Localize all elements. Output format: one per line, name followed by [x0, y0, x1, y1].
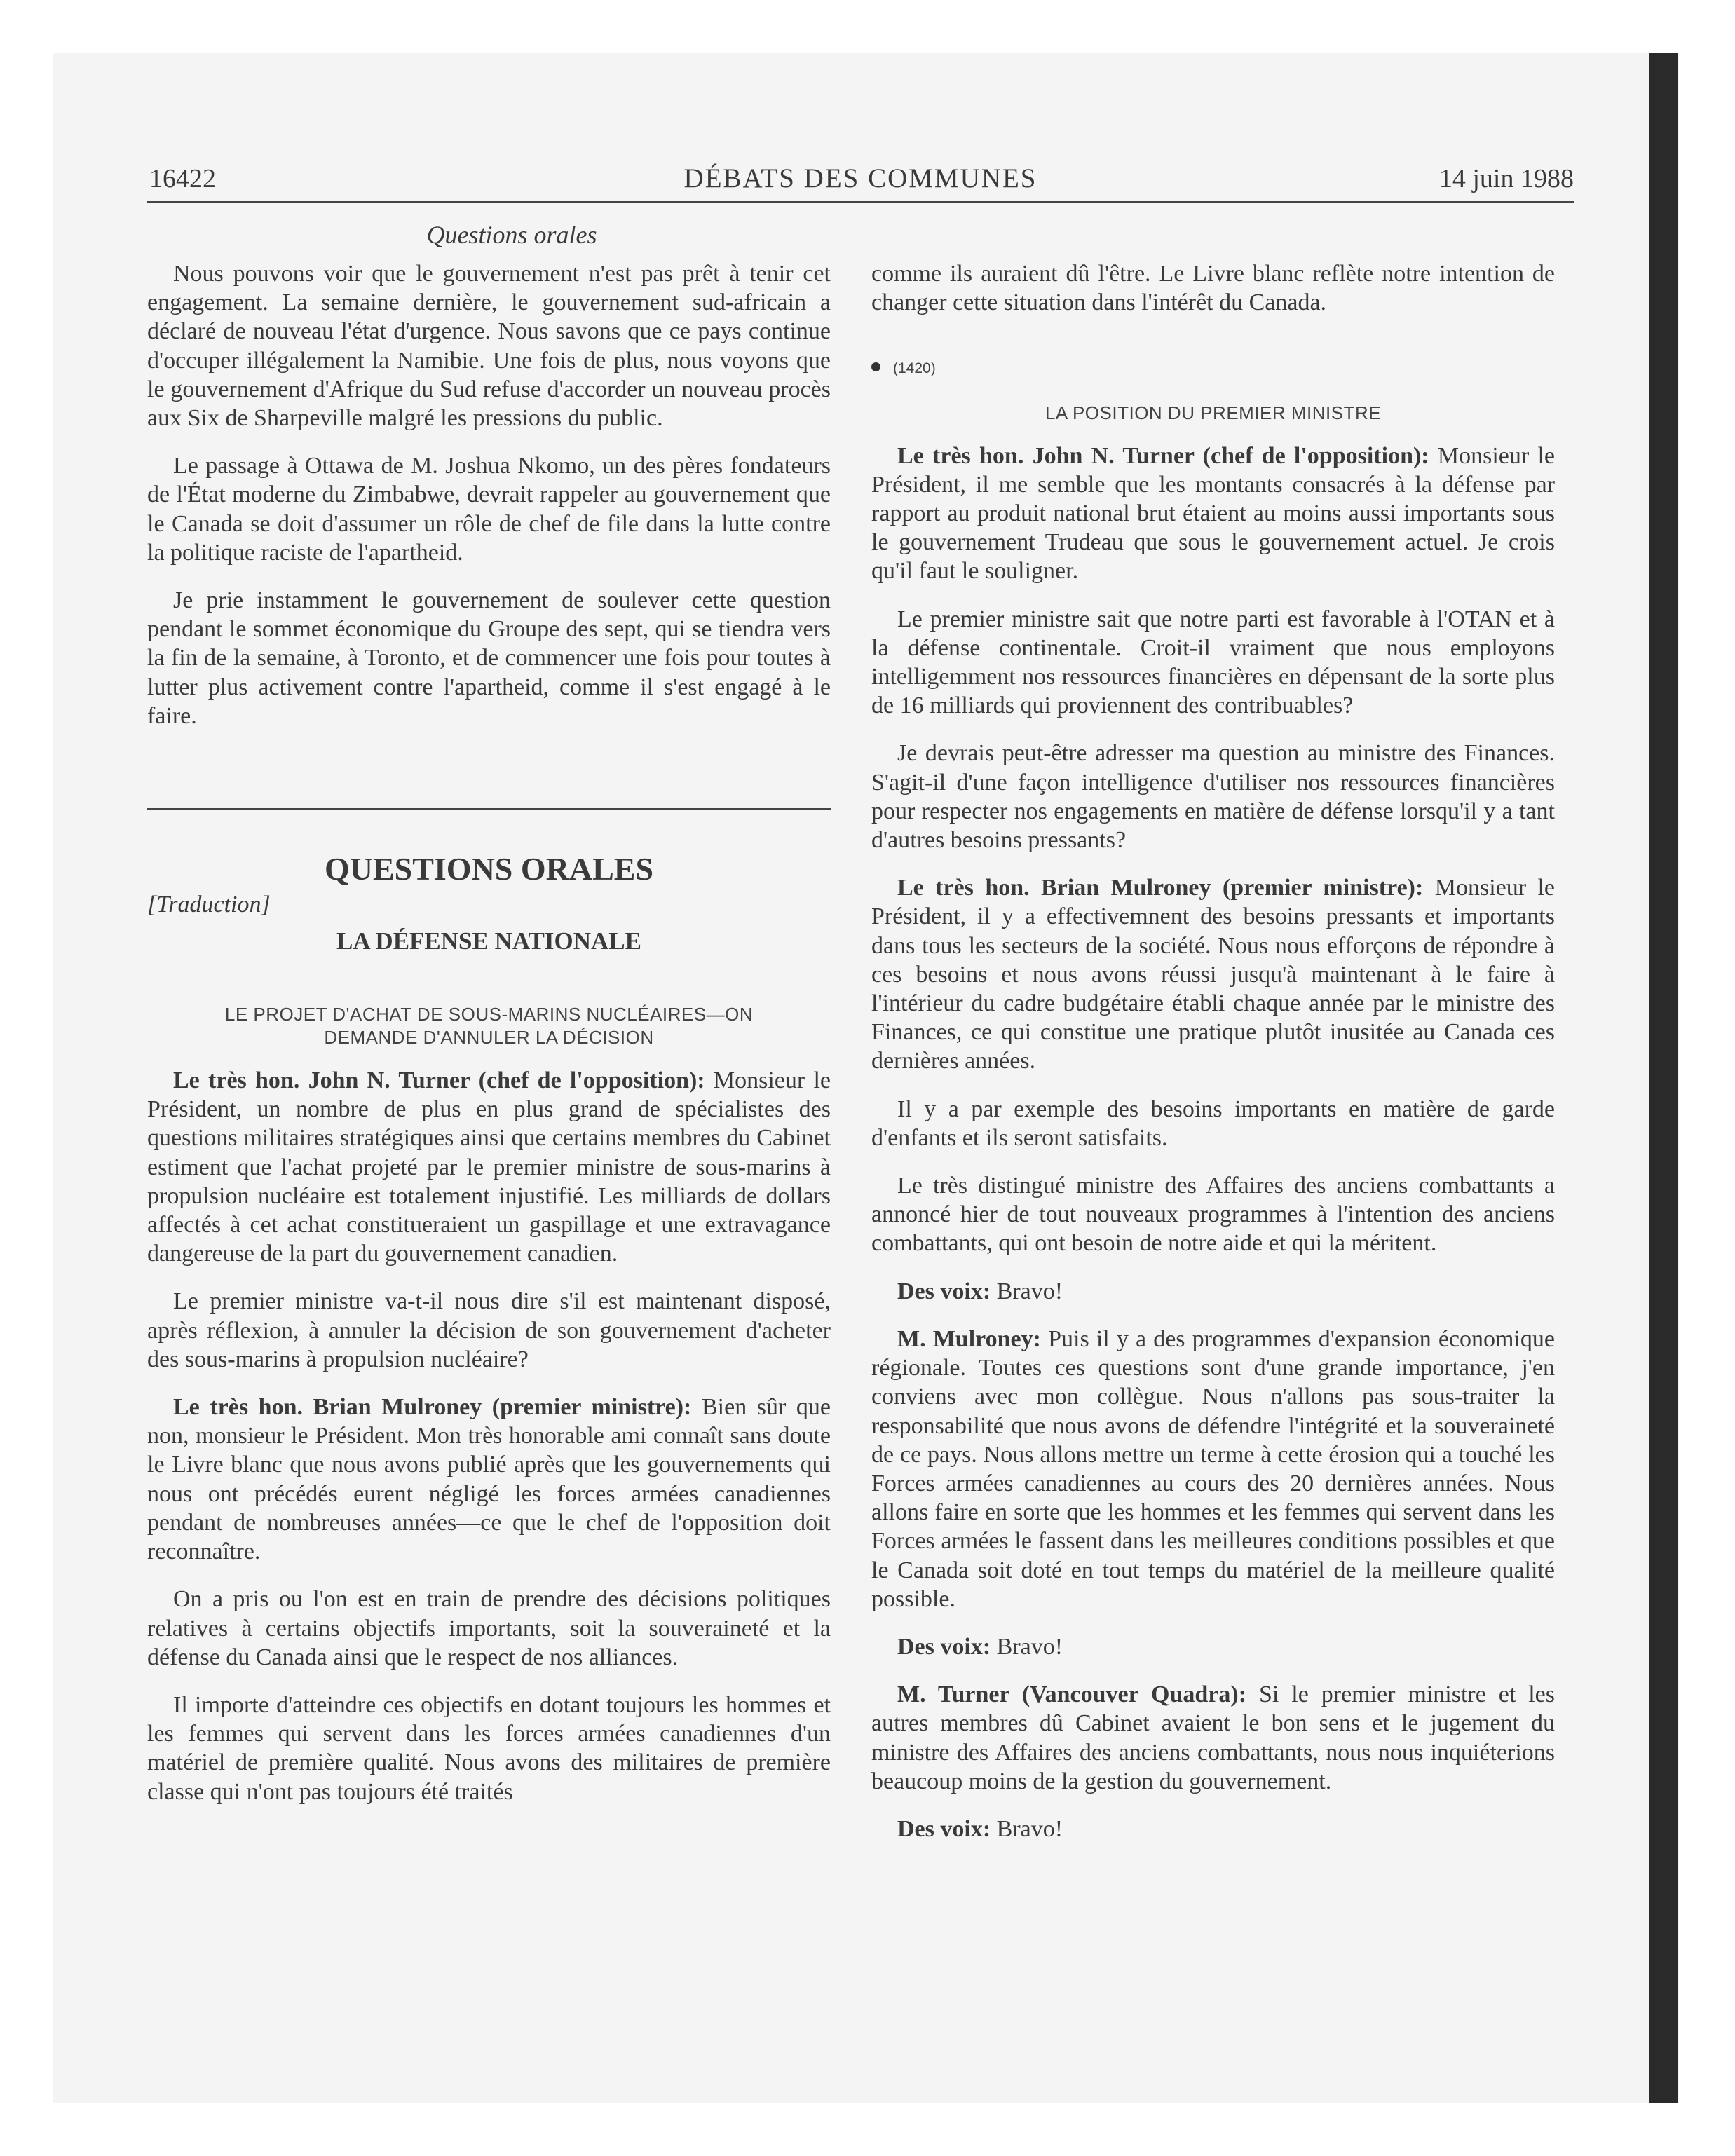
time-marker-text: (1420)	[893, 360, 936, 377]
speech-text: Bravo!	[996, 1633, 1063, 1660]
scan-edge-bar	[1649, 53, 1678, 2103]
speech-text: Puis il y a des programmes d'expansion économique régionale. Toutes ces questions sont d'une grande importance, j'en conviens avec mon collègue. Nous n'allons pas sous-traiter la responsabilité que nous avons de défendre l'intégrité et la souveraineté de ce pays. Nous allons mettre un terme à cette érosion qui a touché les Forces armées canadiennes au cours des 20 dernières années. Nous allons faire en sorte que les hommes et les femmes qui servent dans les Forces armées le fassent dans les meilleures conditions possibles et que le Canada soit doté en tout temps du matériel de la meilleure qualité possible.	[871, 1325, 1556, 1612]
speech-text: Bien sûr que non, monsieur le Président. Mon très honorable ami connaît sans doute le Livre blanc que nous avons publié après que les gouvernements qui nous ont précédés eurent négligé les forces armées canadiennes pendant de nombreuses années—ce que le chef de l'opposition doit reconnaître.	[147, 1394, 831, 1565]
page-number: 16422	[149, 164, 216, 193]
section-running-title: Questions orales	[426, 221, 597, 249]
speech-mulroney	[871, 873, 1555, 1075]
speaker-name: Le très hon. John N. Turner (chef de l'opposition):	[173, 1067, 705, 1094]
speech-text: Bravo!	[996, 1815, 1063, 1842]
speech-voices	[871, 1277, 1555, 1306]
speaker-name: Des voix:	[897, 1278, 991, 1304]
left-column	[147, 259, 831, 1825]
speaker-name: Le très hon. John N. Turner (chef de l'opposition):	[897, 442, 1429, 469]
paragraph: On a pris ou l'on est en train de prendre des décisions politiques relatives à certains objectifs importants, soit la souveraineté et la défense du Canada ainsi que le respect de nos alliances.	[147, 1586, 831, 1670]
topic-heading-line: LE PROJET D'ACHAT DE SOUS-MARINS NUCLÉAIRES—ON	[224, 1004, 754, 1025]
header-rule	[147, 201, 1574, 203]
paragraph: Le très distingué ministre des Affaires des anciens combattants a annoncé hier de tout nouveaux programmes à l'intention des anciens combattants, qui ont besoin de notre aide et qui la méritent.	[871, 1173, 1555, 1257]
topic-heading-line: DEMANDE D'ANNULER LA DÉCISION	[324, 1027, 654, 1049]
traduction-note: [Traduction]	[147, 892, 271, 918]
speaker-name: Le très hon. Brian Mulroney (premier ministre):	[173, 1394, 692, 1421]
page-date: 14 juin 1988	[1438, 164, 1574, 193]
paragraph: Il importe d'atteindre ces objectifs en dotant toujours les hommes et les femmes qui servent dans les forces armées canadiennes d'un matériel de première qualité. Nous avons des militaires de première classe qui n'ont pas toujours été traités	[147, 1691, 831, 1805]
paragraph: Je devrais peut-être adresser ma question au ministre des Finances. S'agit-il d'une façon intelligence d'utiliser nos ressources financières pour respecter nos engagements en matière de défense lorsqu'il y a tant d'autres besoins pressants?	[871, 740, 1555, 854]
speech-text: Monsieur le Président, il me semble que les montants consacrés à la défense par rapport au produit national brut étaient au moins aussi importants sous le gouvernement Trudeau que sous le gouvernement actuel. Je crois qu'il faut le souligner.	[871, 442, 1556, 585]
speech-turner	[147, 1066, 831, 1268]
paragraph: comme ils auraient dû l'être. Le Livre blanc reflète notre intention de changer cette situation dans l'intérêt du Canada.	[871, 261, 1555, 316]
topic-heading: LA POSITION DU PREMIER MINISTRE	[1045, 402, 1382, 423]
paragraph: Le premier ministre sait que notre parti est favorable à l'OTAN et à la défense continentale. Croit-il vraiment que nous employons intelligemment nos ressources financières en dépensant de la sorte plus de 16 milliards qui proviennent des contribuables?	[871, 606, 1555, 719]
speech-mulroney	[147, 1393, 831, 1566]
speaker-name: M. Turner (Vancouver Quadra):	[897, 1681, 1247, 1708]
speech-text: Bravo!	[996, 1278, 1063, 1304]
speaker-name: Des voix:	[897, 1633, 991, 1660]
time-marker	[871, 351, 1555, 380]
speaker-name: Des voix:	[897, 1815, 991, 1842]
speech-turner	[871, 1680, 1555, 1796]
speech-mulroney	[871, 1325, 1555, 1613]
journal-title: DÉBATS DES COMMUNES	[683, 163, 1037, 193]
topic-heading	[147, 1003, 831, 1049]
speech-text: Monsieur le Président, il y a effectivemnent des besoins pressants et importants dans tous les secteurs de la société. Nous nous efforçons de répondre à ces besoins et nous avons réussi jusqu'à maintenant à le faire à l'intérieur du cadre budgétaire établi chaque année par le ministre des Finances, ce qui constitue une pratique plutôt inusitée au Canada ces dernières années.	[871, 875, 1555, 1074]
main-heading: QUESTIONS ORALES	[324, 851, 654, 887]
speech-voices	[871, 1632, 1555, 1661]
right-column	[871, 259, 1555, 1862]
sub-heading: LA DÉFENSE NATIONALE	[336, 927, 641, 955]
speech-text: Monsieur le Président, un nombre de plus en plus grand de spécialistes des questions militaires stratégiques ainsi que certains membres du Cabinet estiment que l'achat projeté par le premier ministre de sous-marins à propulsion nucléaire est totalement injustifié. Les milliards de dollars affectés à cet achat constitueraient un gaspillage et une extravagance dangereuse de la part du gouvernement canadien.	[147, 1067, 831, 1267]
speech-text: Si le premier ministre et les autres membres dû Cabinet avaient le bon sens et le jugement du ministre des Affaires des anciens combattants, nous nous inquiéterions beaucoup moins de la gestion du gouvernement.	[871, 1681, 1555, 1794]
speech-voices	[871, 1815, 1555, 1843]
paragraph: Le premier ministre va-t-il nous dire s'il est maintenant disposé, après réflexion, à annuler la décision de son gouvernement d'acheter des sous-marins à propulsion nucléaire?	[147, 1288, 831, 1372]
speaker-name: M. Mulroney:	[897, 1325, 1041, 1352]
paragraph: Nous pouvons voir que le gouvernement n'est pas prêt à tenir cet engagement. La semaine dernière, le gouvernement sud-africain a déclaré de nouveau l'état d'urgence. Nous savons que ce pays continue d'occuper illégalement la Namibie. Une fois de plus, nous voyons que le gouvernement d'Afrique du Sud refuse d'accorder un nouveau procès aux Six de Sharpeville malgré les pressions du public.	[147, 261, 831, 432]
paragraph: Le passage à Ottawa de M. Joshua Nkomo, un des pères fondateurs de l'État moderne du Zimbabwe, devrait rappeler au gouvernement que le Canada se doit d'assumer un rôle de chef de file dans la lutte contre la politique raciste de l'apartheid.	[147, 453, 831, 566]
bullet-dot-icon	[871, 362, 880, 371]
paragraph: Il y a par exemple des besoins importants en matière de garde d'enfants et ils seront satisfaits.	[871, 1096, 1555, 1151]
speech-turner	[871, 442, 1555, 586]
paragraph: Je prie instamment le gouvernement de soulever cette question pendant le sommet économique du Groupe des sept, qui se tiendra vers la fin de la semaine, à Toronto, et de commencer une fois pour toutes à lutter plus activement contre l'apartheid, comme il s'est engagé à le faire.	[147, 587, 831, 729]
speaker-name: Le très hon. Brian Mulroney (premier ministre):	[897, 875, 1424, 901]
